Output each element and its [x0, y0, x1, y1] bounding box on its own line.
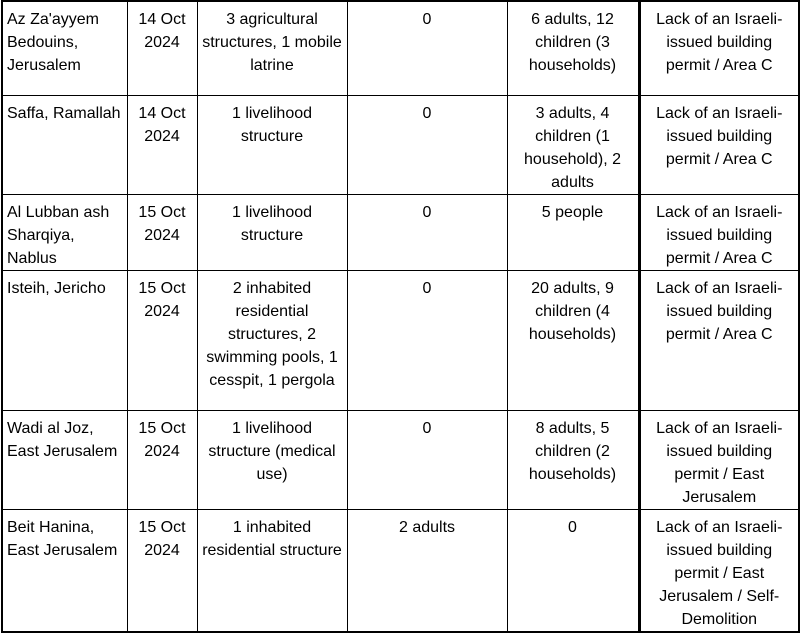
location-cell: Az Za'ayyem Bedouins, Jerusalem [2, 1, 127, 95]
date-cell: 14 Oct 2024 [127, 1, 197, 95]
injured-cell: 0 [347, 410, 507, 509]
demolitions-table [1, 0, 800, 633]
reason-cell: Lack of an Israeli-issued building permit / Area C [639, 194, 799, 270]
structures-cell: 1 livelihood structure (medical use) [197, 410, 347, 509]
affected-cell: 8 adults, 5 children (2 households) [507, 410, 639, 509]
affected-cell: 0 [507, 509, 639, 632]
reason-cell: Lack of an Israeli-issued building permit / Area C [639, 1, 799, 95]
date-cell: 15 Oct 2024 [127, 270, 197, 410]
table-row [2, 194, 799, 270]
table-row [2, 270, 799, 410]
location-cell: Saffa, Ramallah [2, 95, 127, 194]
affected-cell: 6 adults, 12 children (3 households) [507, 1, 639, 95]
reason-cell: Lack of an Israeli-issued building permit / Area C [639, 95, 799, 194]
injured-cell: 0 [347, 95, 507, 194]
date-cell: 14 Oct 2024 [127, 95, 197, 194]
structures-cell: 1 livelihood structure [197, 95, 347, 194]
location-cell: Beit Hanina, East Jerusalem [2, 509, 127, 632]
reason-cell: Lack of an Israeli-issued building permit / Area C [639, 270, 799, 410]
affected-cell: 5 people [507, 194, 639, 270]
injured-cell: 0 [347, 194, 507, 270]
date-cell: 15 Oct 2024 [127, 509, 197, 632]
injured-cell: 0 [347, 1, 507, 95]
table-row [2, 1, 799, 95]
structures-cell: 1 livelihood structure [197, 194, 347, 270]
affected-cell: 20 adults, 9 children (4 households) [507, 270, 639, 410]
injured-cell: 0 [347, 270, 507, 410]
affected-cell: 3 adults, 4 children (1 household), 2 adults [507, 95, 639, 194]
location-cell: Wadi al Joz, East Jerusalem [2, 410, 127, 509]
date-cell: 15 Oct 2024 [127, 410, 197, 509]
structures-cell: 2 inhabited residential structures, 2 swimming pools, 1 cesspit, 1 pergola [197, 270, 347, 410]
date-cell: 15 Oct 2024 [127, 194, 197, 270]
injured-cell: 2 adults [347, 509, 507, 632]
table-row [2, 410, 799, 509]
location-cell: Al Lubban ash Sharqiya, Nablus [2, 194, 127, 270]
reason-cell: Lack of an Israeli-issued building permit / East Jerusalem / Self-Demolition [639, 509, 799, 632]
reason-cell: Lack of an Israeli-issued building permit / East Jerusalem [639, 410, 799, 509]
table-row [2, 95, 799, 194]
structures-cell: 1 inhabited residential structure [197, 509, 347, 632]
structures-cell: 3 agricultural structures, 1 mobile latrine [197, 1, 347, 95]
table-row [2, 509, 799, 632]
location-cell: Isteih, Jericho [2, 270, 127, 410]
